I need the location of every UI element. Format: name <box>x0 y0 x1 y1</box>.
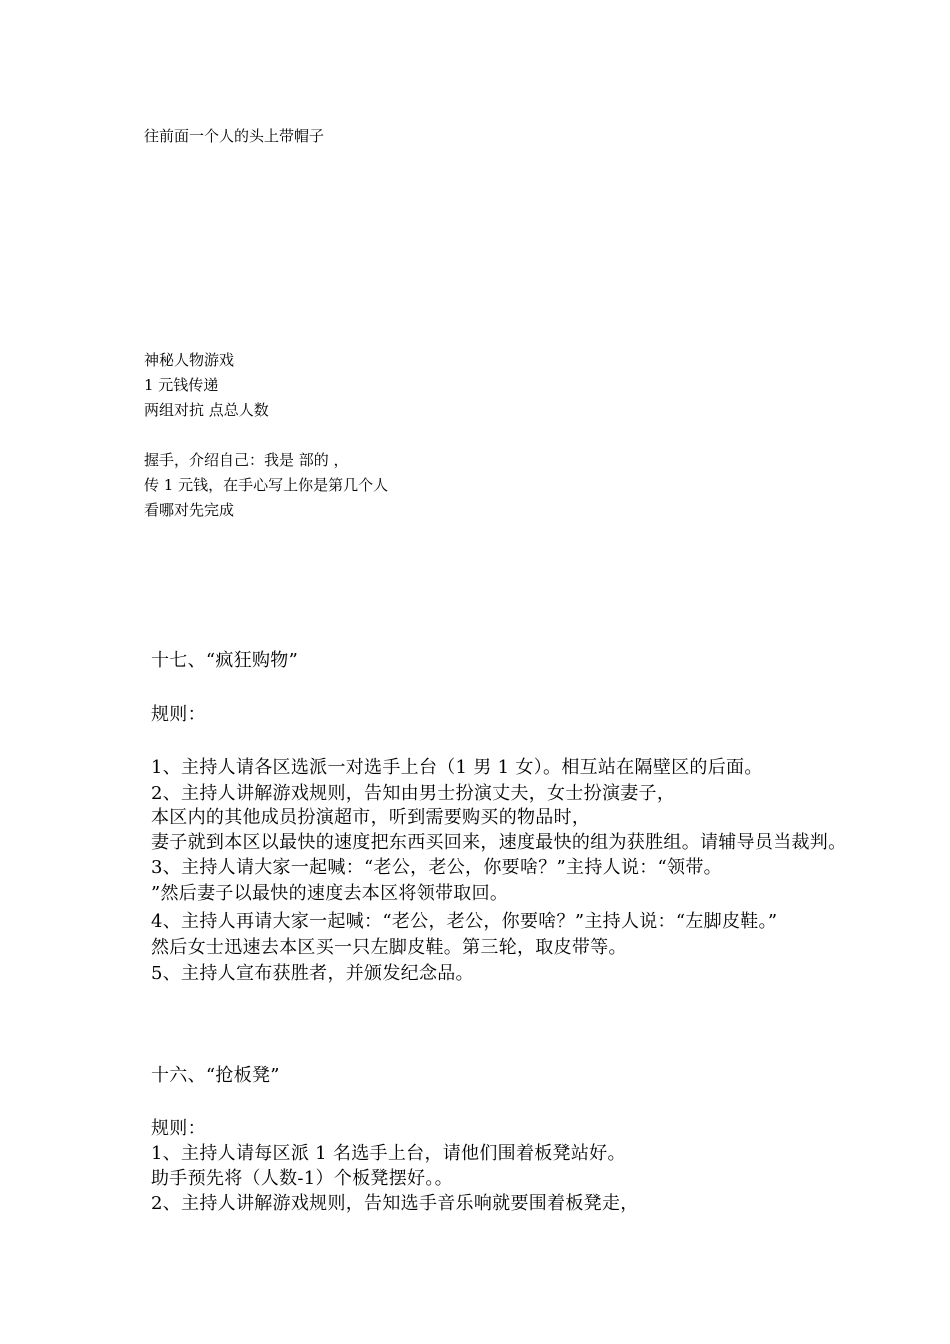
mystery-line: 两组对抗 点总人数 <box>144 401 269 419</box>
intro-line: 往前面一个人的头上带帽子 <box>144 127 325 145</box>
section-17-rule-line: 4、主持人再请大家一起喊：“老公，老公，你要啥？”主持人说：“左脚皮鞋。” <box>151 911 778 932</box>
section-17-rule-line: 本区内的其他成员扮演超市，听到需要购买的物品时， <box>151 807 591 828</box>
section-17-rule-line: 3、主持人请大家一起喊：“老公，老公，你要啥？”主持人说：“领带。 <box>151 857 722 878</box>
section-16-rules-label: 规则： <box>151 1118 206 1139</box>
section-17-title: 十七、“疯狂购物” <box>151 650 299 671</box>
section-17-rule-line: 然后女士迅速去本区买一只左脚皮鞋。第三轮，取皮带等。 <box>151 937 627 958</box>
mystery-line: 1 元钱传递 <box>144 376 219 394</box>
section-16-rule-line: 2、主持人讲解游戏规则，告知选手音乐响就要围着板凳走， <box>151 1193 639 1214</box>
section-17-rule-line: 妻子就到本区以最快的速度把东西买回来，速度最快的组为获胜组。请辅导员当裁判。 <box>151 832 847 853</box>
mystery-line: 看哪对先完成 <box>144 501 235 519</box>
section-17-rule-line: 1、主持人请各区选派一对选手上台（1 男 1 女）。相互站在隔壁区的后面。 <box>151 757 763 778</box>
section-16-title: 十六、“抢板凳” <box>151 1065 280 1086</box>
section-16-rule-line: 助手预先将（人数-1）个板凳摆好。。 <box>151 1168 453 1189</box>
mystery-line: 传 1 元钱，在手心写上你是第几个人 <box>144 476 389 494</box>
section-17-rule-line: 2、主持人讲解游戏规则，告知由男士扮演丈夫，女士扮演妻子， <box>151 783 676 804</box>
section-17-rule-line: ”然后妻子以最快的速度去本区将领带取回。 <box>151 883 509 904</box>
section-17-rules-label: 规则： <box>151 704 206 725</box>
mystery-title: 神秘人物游戏 <box>144 351 235 369</box>
section-17-rule-line: 5、主持人宣布获胜者，并颁发纪念品。 <box>151 963 474 984</box>
section-16-rule-line: 1、主持人请每区派 1 名选手上台，请他们围着板凳站好。 <box>151 1143 626 1164</box>
mystery-line: 握手，介绍自己：我是 部的 ， <box>144 451 349 469</box>
